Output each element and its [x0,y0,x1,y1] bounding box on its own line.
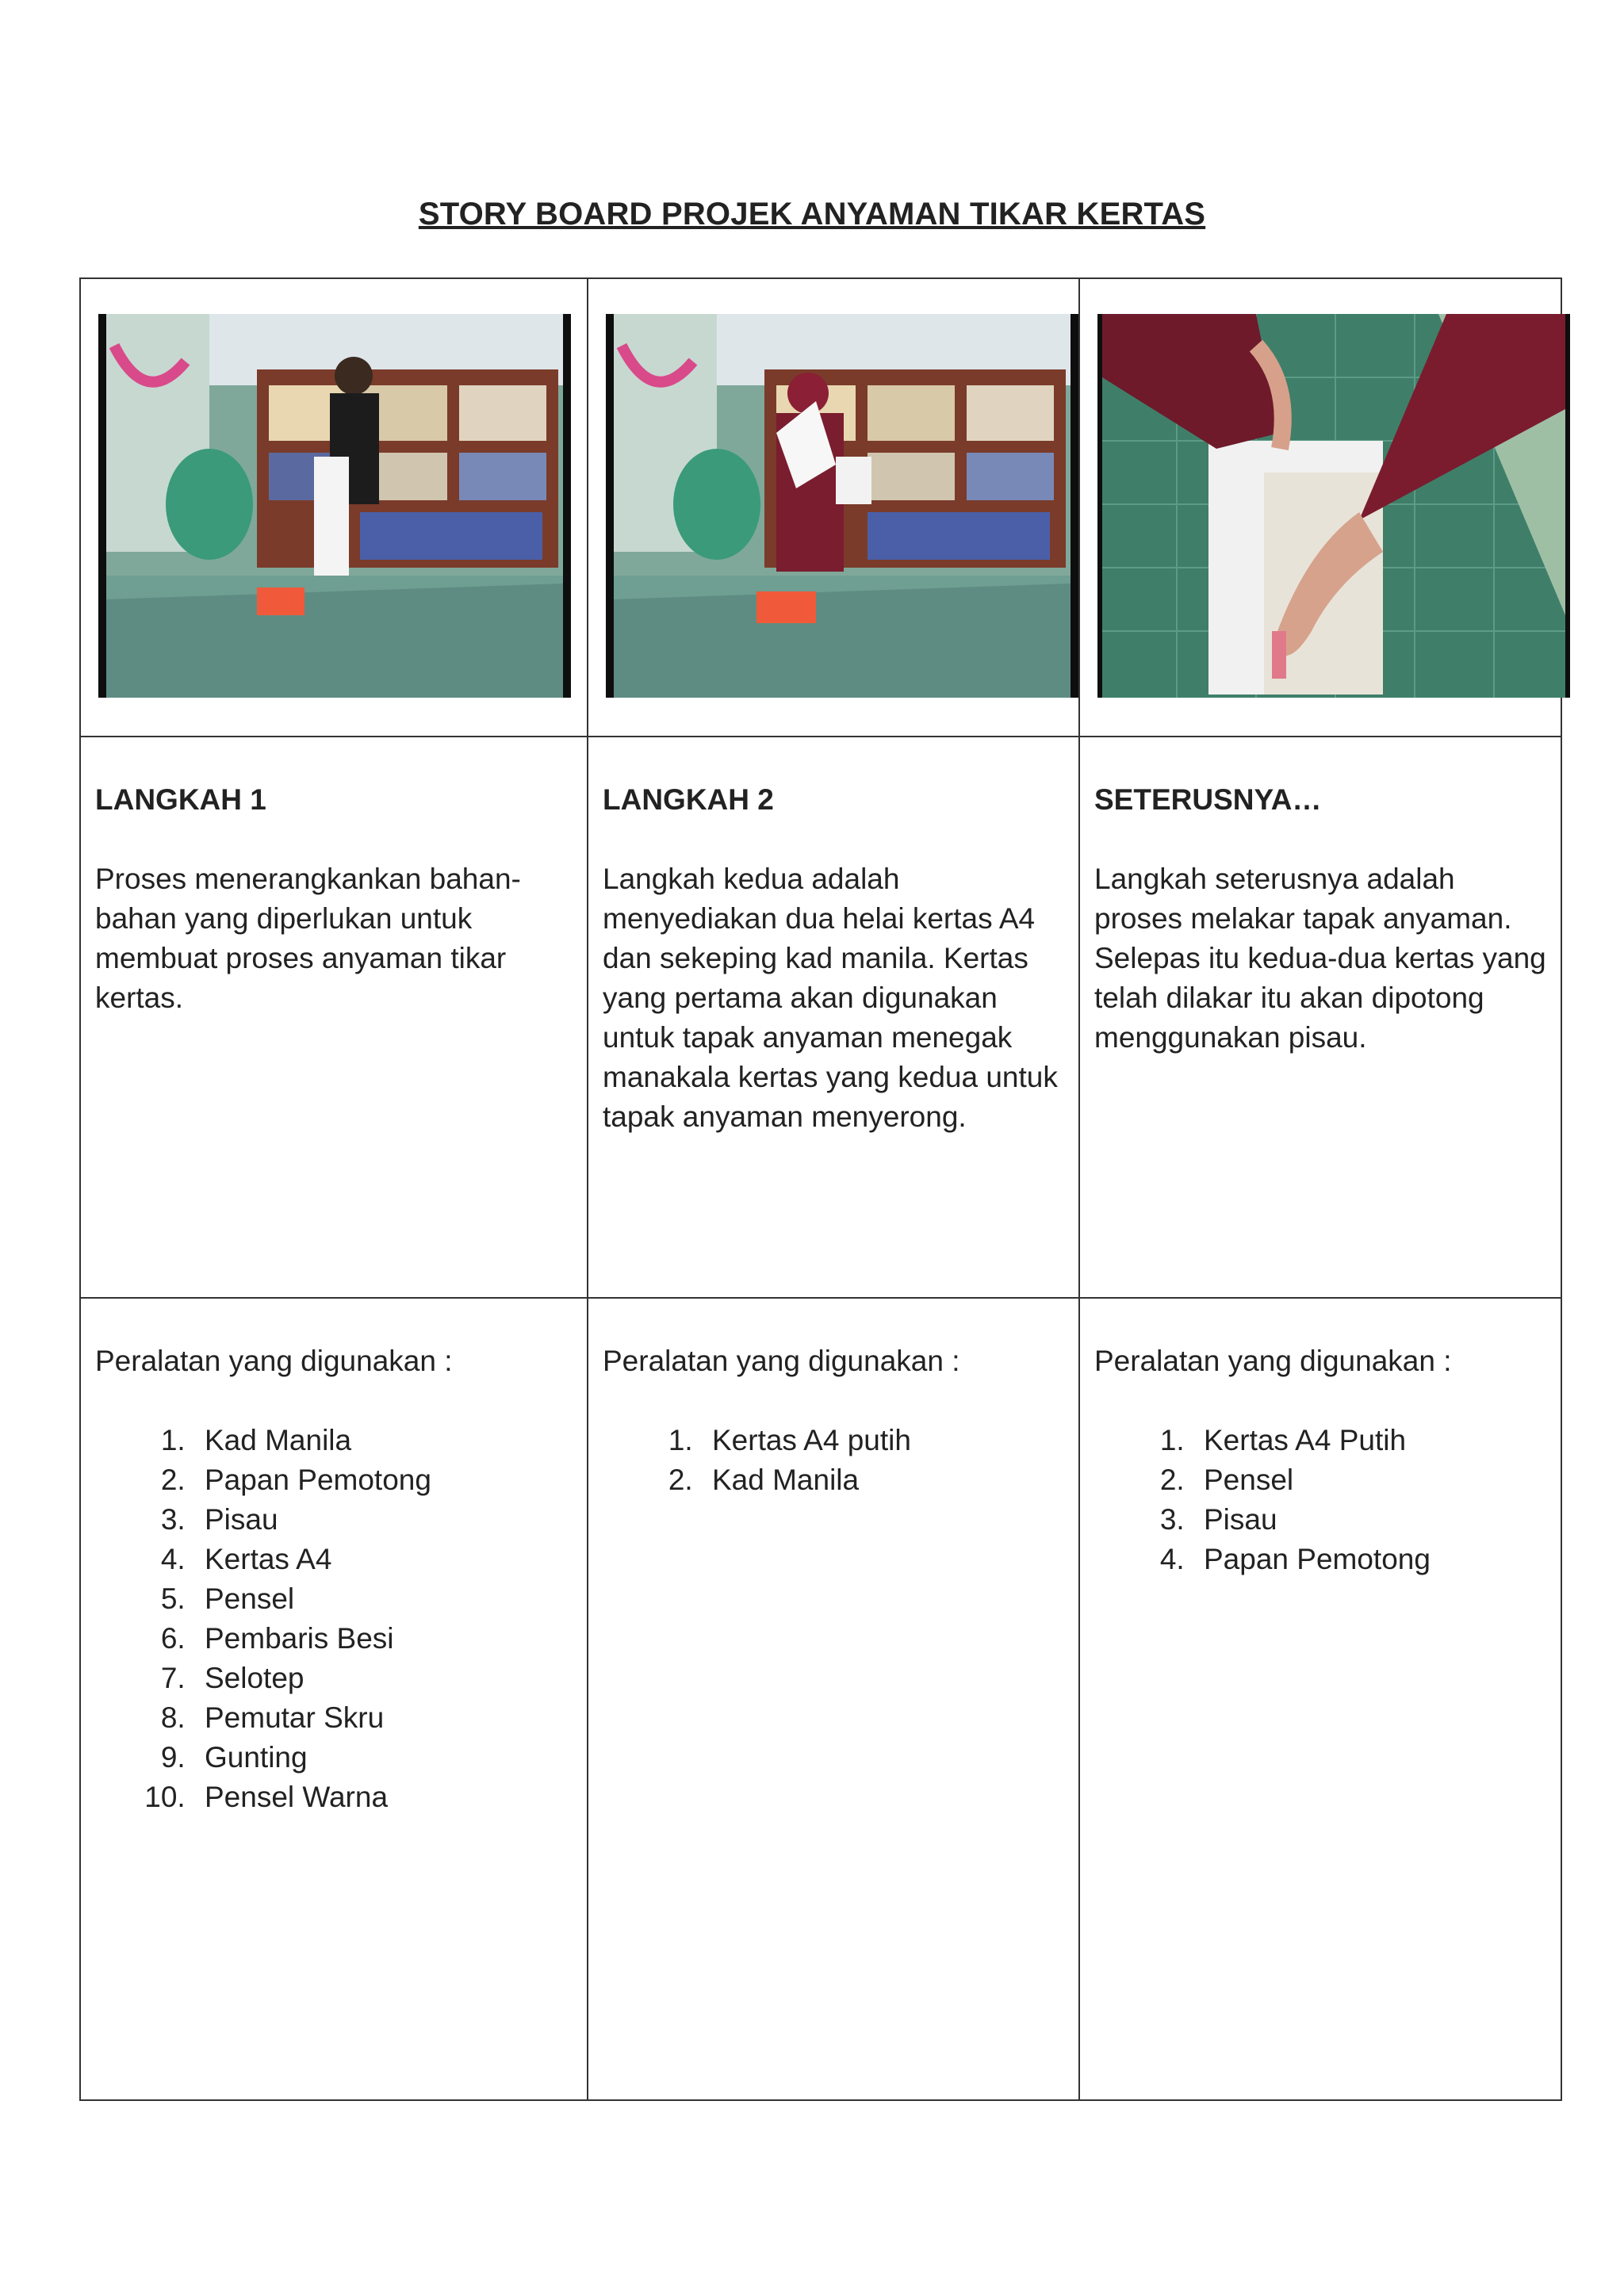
storyboard-table [79,277,1562,2101]
step-heading: LANGKAH 1 [95,783,266,816]
list-item: 4. Kertas A4 [193,1540,573,1579]
photo-teacher-holding-paper-roll [98,314,571,698]
step-cell-2 [588,737,1079,1298]
list-item: 1. Kad Manila [193,1421,573,1460]
tools-row [80,1298,1561,2100]
tools-cell-2 [588,1298,1079,2100]
list-item: 6. Pembaris Besi [193,1619,573,1659]
step-description: Langkah kedua adalah menyediakan dua helai kertas A4 dan sekeping kad manila. Kertas yang pertama akan digunakan untuk tapak anyaman menegak manakala kertas yang kedua untuk tapak anyaman menyerong. [603,863,1058,1133]
tools-heading: Peralatan yang digunakan : [95,1345,453,1377]
photo-teacher-holding-paper-sheets [606,314,1078,698]
photo-hands-cutting-paper [1097,314,1570,698]
photo-cell-3 [1079,278,1561,737]
step-row [80,737,1561,1298]
tools-list [1094,1421,1546,1579]
step-heading: LANGKAH 2 [603,783,774,816]
tools-heading: Peralatan yang digunakan : [1094,1345,1452,1377]
tools-cell-1 [80,1298,588,2100]
list-item: 2. Papan Pemotong [193,1460,573,1500]
photo-cell-2 [588,278,1079,737]
list-item: 5. Pensel [193,1579,573,1619]
photo-cell-1 [80,278,588,737]
tools-heading: Peralatan yang digunakan : [603,1345,960,1377]
step-description: Langkah seterusnya adalah proses melakar tapak anyaman. Selepas itu kedua-dua kertas yang telah dilakar itu akan dipotong menggunakan pisau. [1094,863,1546,1054]
list-item: 1. Kertas A4 putih [701,1421,1064,1460]
photo-row [80,278,1561,737]
step-cell-1 [80,737,588,1298]
list-item: 2. Kad Manila [701,1460,1064,1500]
list-item: 2. Pensel [1193,1460,1546,1500]
list-item: 9. Gunting [193,1738,573,1777]
list-item: 3. Pisau [1193,1500,1546,1540]
list-item: 4. Papan Pemotong [1193,1540,1546,1579]
page-title: STORY BOARD PROJEK ANYAMAN TIKAR KERTAS [418,197,1206,232]
list-item: 7. Selotep [193,1659,573,1698]
tools-list [603,1421,1064,1500]
tools-list [95,1421,573,1817]
step-heading: SETERUSNYA… [1094,783,1322,816]
tools-cell-3 [1079,1298,1561,2100]
step-cell-3 [1079,737,1561,1298]
list-item: 10. Pensel Warna [193,1777,573,1817]
list-item: 8. Pemutar Skru [193,1698,573,1738]
list-item: 3. Pisau [193,1500,573,1540]
list-item: 1. Kertas A4 Putih [1193,1421,1546,1460]
step-description: Proses menerangkankan bahan-bahan yang diperlukan untuk membuat proses anyaman tikar kertas. [95,863,521,1014]
